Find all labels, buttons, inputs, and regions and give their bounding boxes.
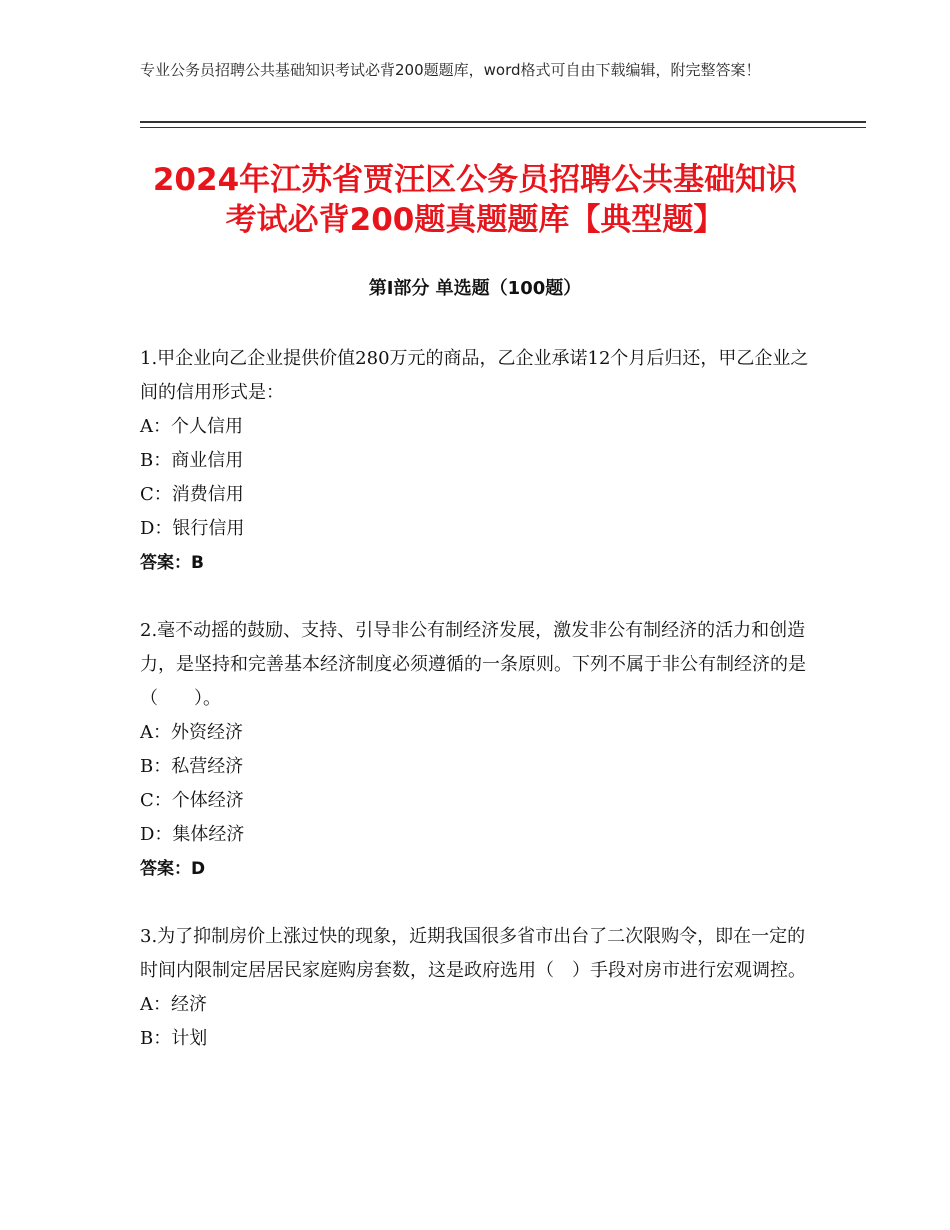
question-stem: 1.甲企业向乙企业提供价值280万元的商品，乙企业承诺12个月后归还，甲乙企业之间的信用形式是： bbox=[140, 348, 809, 403]
option-b: B：商业信用 bbox=[140, 450, 244, 471]
option-d: D：集体经济 bbox=[140, 824, 245, 845]
question-stem: 3.为了抑制房价上涨过快的现象，近期我国很多省市出台了二次限购令，即在一定的时间内限制定居居民家庭购房套数，这是政府选用（ ）手段对房市进行宏观调控。 bbox=[140, 926, 806, 981]
option-d: D：银行信用 bbox=[140, 518, 245, 539]
option-b: B：计划 bbox=[140, 1028, 208, 1049]
option-b: B：私营经济 bbox=[140, 756, 244, 777]
option-c: C：个体经济 bbox=[140, 790, 244, 811]
answer: 答案：D bbox=[140, 859, 206, 879]
question-2 bbox=[140, 614, 810, 886]
option-a: A：经济 bbox=[140, 994, 207, 1015]
section-heading: 第Ⅰ部分 单选题（100题） bbox=[368, 278, 582, 299]
question-3 bbox=[140, 920, 810, 1056]
question-1 bbox=[140, 342, 810, 580]
question-stem: 2.毫不动摇的鼓励、支持、引导非公有制经济发展，激发非公有制经济的活力和创造力，是坚持和完善基本经济制度必须遵循的一条原则。下列不属于非公有制经济的是（ ）。 bbox=[140, 620, 806, 709]
option-a: A：个人信用 bbox=[140, 416, 243, 437]
answer: 答案：B bbox=[140, 553, 204, 573]
header-note: 专业公务员招聘公共基础知识考试必背200题题库，word格式可自由下载编辑，附完整答案！ bbox=[140, 61, 761, 79]
header-divider bbox=[140, 121, 866, 128]
option-c: C：消费信用 bbox=[140, 484, 244, 505]
question-list bbox=[140, 342, 810, 1090]
option-a: A：外资经济 bbox=[140, 722, 243, 743]
document-title: 2024年江苏省贾汪区公务员招聘公共基础知识考试必背200题真题题库【典型题】 bbox=[152, 162, 798, 238]
